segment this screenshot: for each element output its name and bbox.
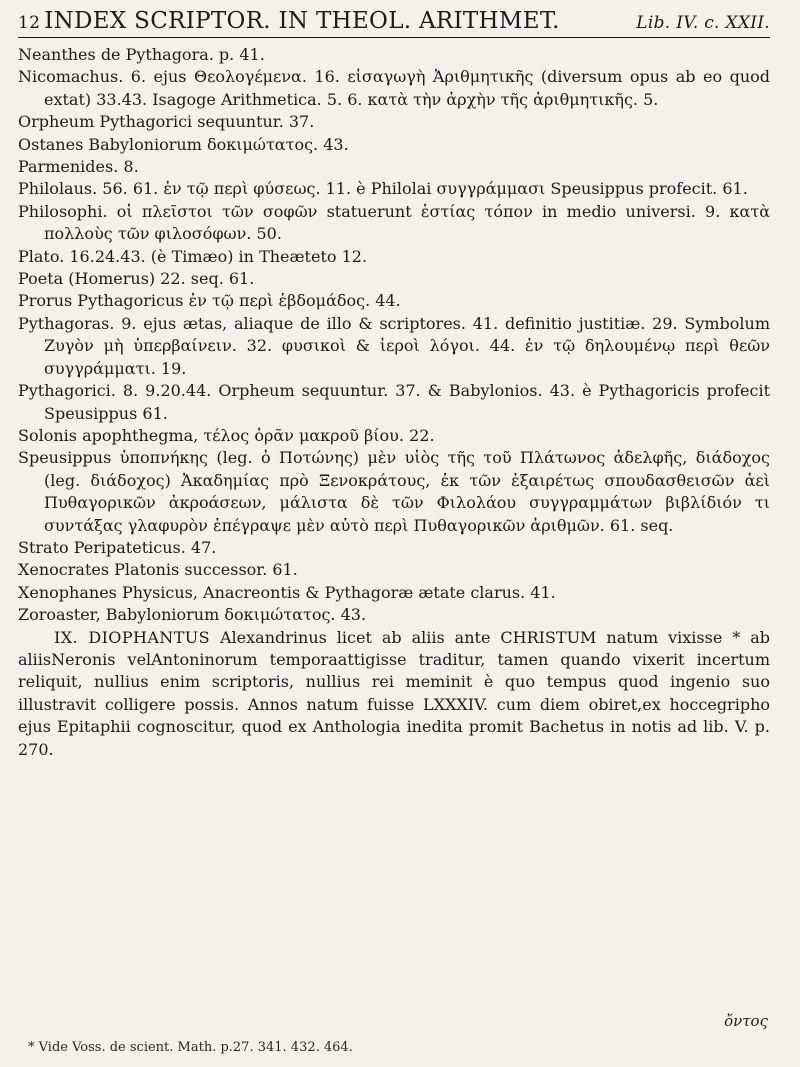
index-entry: Xenophanes Physicus, Anacreontis & Pythagoræ ætate clarus. 41. (18, 582, 556, 602)
index-entry: Xenocrates Platonis successor. 61. (18, 560, 298, 580)
index-entry: Philolaus. 56. 61. ἐν τῷ περὶ φύσεως. 11. è Philolai συγγράμμασι Speusippus profecit. 61. (18, 179, 748, 199)
index-entry: Orpheum Pythagorici sequuntur. 37. (18, 112, 315, 132)
index-entry: Poeta (Homerus) 22. seq. 61. (18, 269, 255, 289)
index-entry: Zoroaster, Babyloniorum δοκιμώτατος. 43. (18, 605, 367, 625)
index-entry: Plato. 16.24.43. (è Timæo) in Theæteto 12. (18, 246, 368, 266)
index-entry: Pythagoras. 9. ejus ætas, aliaque de illo & scriptores. 41. definitio justitiæ. 29. Symbolum Ζυγὸν μὴ ὑπερβαίνειν. 32. φυσικοὶ & ἱεροὶ λόγοι. 44. ἐν τῷ δηλουμένῳ περὶ θεῶν συγγράμματι. 19. (18, 313, 770, 378)
index-entry: Prorus Pythagoricus ἐν τῷ περὶ ἑβδομάδος. 44. (18, 291, 401, 311)
index-entry: Neanthes de Pythagora. p. 41. (18, 45, 265, 64)
page-number: 12 (18, 13, 41, 33)
footnote: * Vide Voss. de scient. Math. p.27. 341. 432. 464. (28, 1040, 353, 1055)
index-entry: Nicomachus. 6. ejus Θεολογέμενα. 16. εἰσαγωγὴ Ἀριθμητικῆς (diversum opus ab eo quod extat) 33.43. Isagoge Arithmetica. 5. 6. κατὰ τὴν ἀρχὴν τῆς ἀριθμητικῆς. 5. (18, 67, 770, 109)
chapter-text: Alexandrinus licet ab aliis ante CHRISTUM natum vixisse * ab aliisNeronis velAntoninorum temporaattigisse traditur, tamen quando vixerit incertum reliquit, nullius enim scriptoris, nullius rei meminit è quo tempus quod ingenio suo illustravit colligere possis. Annos natum fuisse LXXXIV. cum diem obiret,ex hoccegripho ejus Epitaphii cognoscitur, quod ex Anthologia inedita promit Bachetus in notis ad lib. V. p. 270. (18, 627, 771, 759)
running-head (18, 8, 770, 36)
running-title: INDEX SCRIPTOR. IN THEOL. ARITHMET. (44, 8, 560, 34)
index-entry: Philosophi. οἱ πλεῖστοι τῶν σοφῶν statuerunt ἑστίας τόπον in medio universi. 9. κατὰ πολλοὺς τῶν φιλοσόφων. 50. (18, 201, 770, 244)
index-entry: Speusippus ὑποπνήκης (leg. ὁ Ποτώνης) μὲν υἱὸς τῆς τοῦ Πλάτωνος ἀδελφῆς, διάδοχος (leg. διάδοχος) Ἀκαδημίας πρὸ Ξενοκράτους, ἐκ τῶν ἐξαιρέτως σπουδασθεισῶν ἀεὶ Πυθαγορικῶν ἀκροάσεων, μάλιστα δὲ τῶν Φιλολάου συγγραμμάτων βιβλίδιόν τι συντάξας γλαφυρὸν ἐπέγραψε μὲν αὐτὸ περὶ Πυθαγορικῶν ἀριθμῶν. 61. seq. (18, 448, 770, 535)
catchword: ὄντος (724, 1012, 768, 1030)
index-entry: Pythagorici. 8. 9.20.44. Orpheum sequuntur. 37. & Babylonios. 43. è Pythagoricis profecit Speusippus 61. (18, 381, 770, 423)
index-entries (18, 44, 770, 761)
index-entry: Parmenides. 8. (18, 157, 139, 177)
chapter-heading: IX. DIOPHANTUS (54, 627, 211, 647)
index-entry: Strato Peripateticus. 47. (18, 537, 217, 557)
index-entry: Ostanes Babyloniorum δοκιμώτατος. 43. (18, 134, 349, 154)
chapter-paragraph (18, 627, 770, 761)
header-rule (18, 37, 770, 38)
index-entry: Solonis apophthegma, τέλος ὁρᾶν μακροῦ βίου. 22. (18, 425, 435, 445)
chapter-reference: Lib. IV. c. XXII. (636, 13, 770, 33)
